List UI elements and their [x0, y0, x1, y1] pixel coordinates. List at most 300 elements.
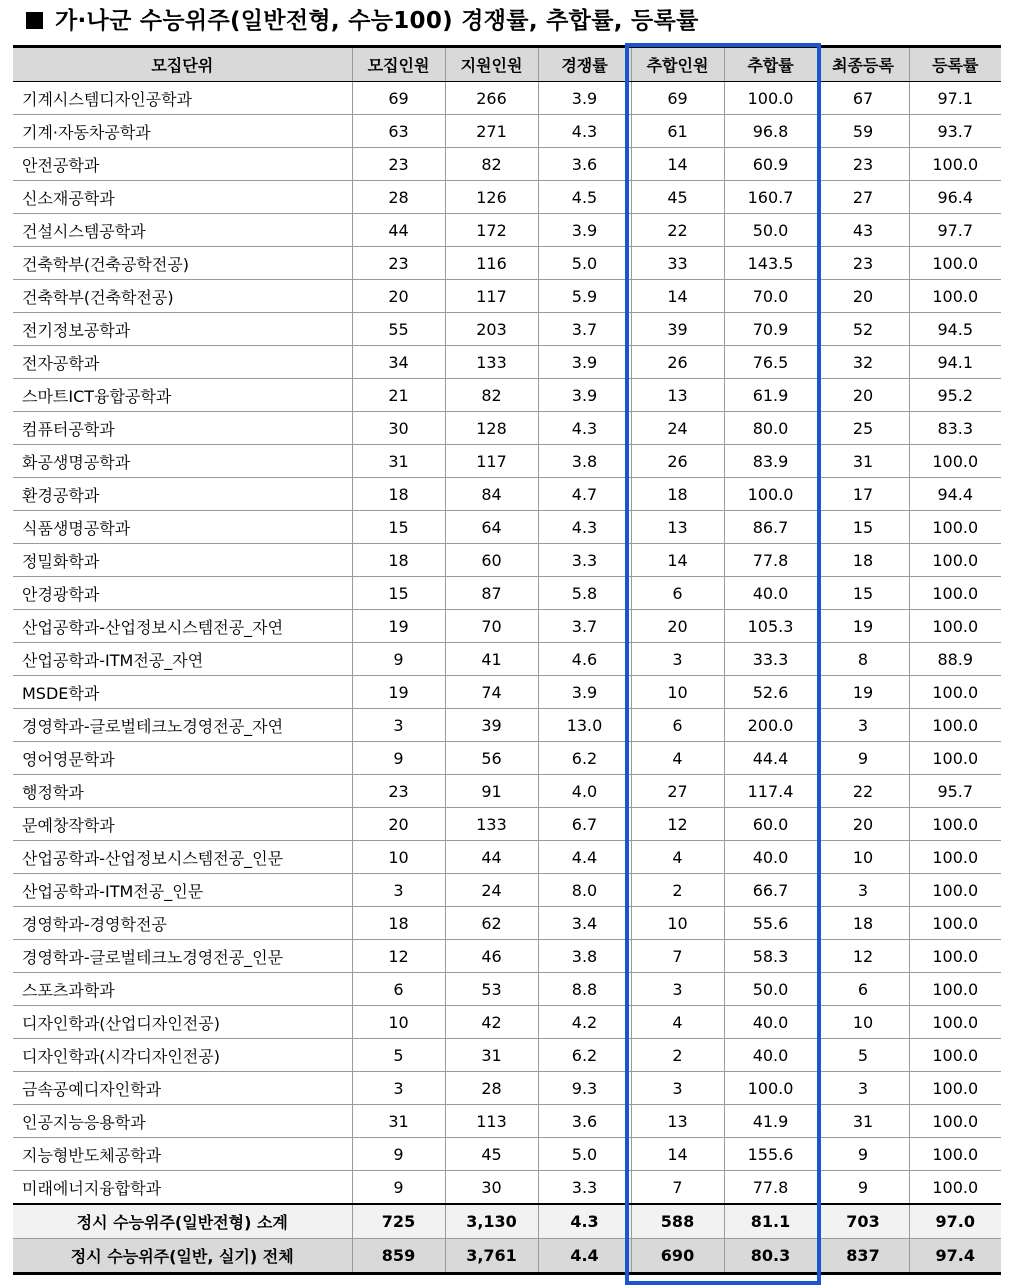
table-row [13, 577, 1001, 610]
table-row [13, 1171, 1001, 1205]
enrollment-rate: 100.0 [909, 808, 1001, 841]
quota: 15 [352, 511, 445, 544]
enrollment-rate: 100.0 [909, 1105, 1001, 1138]
competition-rate: 4.3 [538, 412, 631, 445]
additional-rate: 40.0 [724, 841, 817, 874]
additional-admits: 13 [631, 511, 724, 544]
table-row [13, 676, 1001, 709]
additional-admits: 10 [631, 907, 724, 940]
applicants: 82 [445, 148, 538, 181]
competition-rate: 4.7 [538, 478, 631, 511]
applicants: 62 [445, 907, 538, 940]
table-row [13, 841, 1001, 874]
enrollment-rate: 100.0 [909, 841, 1001, 874]
enrollment-rate: 100.0 [909, 610, 1001, 643]
table-row [13, 82, 1001, 115]
enrollment-rate: 100.0 [909, 1006, 1001, 1039]
additional-admits: 18 [631, 478, 724, 511]
additional-admits: 588 [631, 1204, 724, 1239]
enrollment-rate: 100.0 [909, 973, 1001, 1006]
quota: 21 [352, 379, 445, 412]
table-row [13, 775, 1001, 808]
final-enrolled: 15 [817, 577, 909, 610]
final-enrolled: 5 [817, 1039, 909, 1072]
applicants: 64 [445, 511, 538, 544]
additional-rate: 100.0 [724, 1072, 817, 1105]
additional-admits: 2 [631, 1039, 724, 1072]
enrollment-rate: 100.0 [909, 709, 1001, 742]
competition-rate: 13.0 [538, 709, 631, 742]
additional-admits: 14 [631, 280, 724, 313]
additional-rate: 160.7 [724, 181, 817, 214]
applicants: 45 [445, 1138, 538, 1171]
unit-name: 지능형반도체공학과 [13, 1138, 352, 1171]
additional-rate: 58.3 [724, 940, 817, 973]
quota: 31 [352, 1105, 445, 1138]
quota: 3 [352, 874, 445, 907]
competition-rate: 3.9 [538, 346, 631, 379]
quota: 34 [352, 346, 445, 379]
final-enrolled: 6 [817, 973, 909, 1006]
unit-name: 안경광학과 [13, 577, 352, 610]
additional-rate: 70.9 [724, 313, 817, 346]
additional-admits: 14 [631, 544, 724, 577]
final-enrolled: 31 [817, 1105, 909, 1138]
competition-rate: 4.5 [538, 181, 631, 214]
competition-rate: 4.4 [538, 1239, 631, 1274]
quota: 23 [352, 148, 445, 181]
unit-name: 경영학과-글로벌테크노경영전공_인문 [13, 940, 352, 973]
table-row [13, 181, 1001, 214]
unit-name: 산업공학과-산업정보시스템전공_인문 [13, 841, 352, 874]
applicants: 74 [445, 676, 538, 709]
table-row [13, 445, 1001, 478]
table-row [13, 742, 1001, 775]
final-enrolled: 12 [817, 940, 909, 973]
additional-admits: 33 [631, 247, 724, 280]
competition-rate: 3.6 [538, 1105, 631, 1138]
enrollment-rate: 96.4 [909, 181, 1001, 214]
additional-rate: 41.9 [724, 1105, 817, 1138]
applicants: 53 [445, 973, 538, 1006]
enrollment-rate: 100.0 [909, 247, 1001, 280]
unit-name: 스포츠과학과 [13, 973, 352, 1006]
additional-admits: 14 [631, 148, 724, 181]
final-enrolled: 27 [817, 181, 909, 214]
additional-rate: 50.0 [724, 973, 817, 1006]
subtotal-row [13, 1204, 1001, 1239]
final-enrolled: 3 [817, 874, 909, 907]
additional-admits: 7 [631, 1171, 724, 1205]
competition-rate: 4.2 [538, 1006, 631, 1039]
enrollment-rate: 100.0 [909, 148, 1001, 181]
table-row [13, 907, 1001, 940]
quota: 5 [352, 1039, 445, 1072]
unit-name: 경영학과-경영학전공 [13, 907, 352, 940]
quota: 23 [352, 775, 445, 808]
enrollment-rate: 100.0 [909, 544, 1001, 577]
additional-rate: 96.8 [724, 115, 817, 148]
admissions-table [13, 45, 1001, 1275]
additional-admits: 39 [631, 313, 724, 346]
competition-rate: 3.4 [538, 907, 631, 940]
additional-rate: 81.1 [724, 1204, 817, 1239]
table-row [13, 148, 1001, 181]
additional-rate: 117.4 [724, 775, 817, 808]
quota: 18 [352, 544, 445, 577]
applicants: 117 [445, 445, 538, 478]
unit-name: 건축학부(건축학전공) [13, 280, 352, 313]
unit-name: 환경공학과 [13, 478, 352, 511]
enrollment-rate: 100.0 [909, 280, 1001, 313]
quota: 69 [352, 82, 445, 115]
table-row [13, 1072, 1001, 1105]
enrollment-rate: 97.4 [909, 1239, 1001, 1274]
unit-name: 행정학과 [13, 775, 352, 808]
final-enrolled: 703 [817, 1204, 909, 1239]
final-enrolled: 32 [817, 346, 909, 379]
quota: 63 [352, 115, 445, 148]
final-enrolled: 23 [817, 148, 909, 181]
final-enrolled: 52 [817, 313, 909, 346]
quota: 9 [352, 742, 445, 775]
competition-rate: 3.6 [538, 148, 631, 181]
applicants: 41 [445, 643, 538, 676]
quota: 12 [352, 940, 445, 973]
additional-admits: 6 [631, 709, 724, 742]
additional-rate: 50.0 [724, 214, 817, 247]
col-header-applicants: 지원인원 [445, 47, 538, 82]
competition-rate: 4.3 [538, 115, 631, 148]
table-row [13, 709, 1001, 742]
col-header-additional-admits: 추합인원 [631, 47, 724, 82]
table-row [13, 412, 1001, 445]
additional-rate: 60.0 [724, 808, 817, 841]
applicants: 3,130 [445, 1204, 538, 1239]
final-enrolled: 25 [817, 412, 909, 445]
enrollment-rate: 94.5 [909, 313, 1001, 346]
applicants: 84 [445, 478, 538, 511]
quota: 9 [352, 643, 445, 676]
col-header-final-enrolled: 최종등록 [817, 47, 909, 82]
enrollment-rate: 100.0 [909, 1039, 1001, 1072]
competition-rate: 3.3 [538, 1171, 631, 1205]
header-row [13, 47, 1001, 82]
competition-rate: 3.9 [538, 379, 631, 412]
applicants: 60 [445, 544, 538, 577]
quota: 28 [352, 181, 445, 214]
table-row [13, 478, 1001, 511]
competition-rate: 6.2 [538, 742, 631, 775]
applicants: 70 [445, 610, 538, 643]
quota: 18 [352, 478, 445, 511]
enrollment-rate: 100.0 [909, 1171, 1001, 1205]
competition-rate: 5.0 [538, 1138, 631, 1171]
table-row [13, 643, 1001, 676]
final-enrolled: 9 [817, 1171, 909, 1205]
enrollment-rate: 100.0 [909, 445, 1001, 478]
additional-admits: 3 [631, 643, 724, 676]
unit-name: 미래에너지융합학과 [13, 1171, 352, 1205]
competition-rate: 5.0 [538, 247, 631, 280]
additional-rate: 100.0 [724, 478, 817, 511]
additional-admits: 7 [631, 940, 724, 973]
additional-admits: 22 [631, 214, 724, 247]
unit-name: 건축학부(건축공학전공) [13, 247, 352, 280]
competition-rate: 3.9 [538, 214, 631, 247]
final-enrolled: 59 [817, 115, 909, 148]
quota: 55 [352, 313, 445, 346]
unit-name: 기계·자동차공학과 [13, 115, 352, 148]
competition-rate: 4.3 [538, 1204, 631, 1239]
unit-name: 스마트ICT융합공학과 [13, 379, 352, 412]
final-enrolled: 20 [817, 379, 909, 412]
applicants: 39 [445, 709, 538, 742]
applicants: 82 [445, 379, 538, 412]
competition-rate: 5.8 [538, 577, 631, 610]
additional-rate: 155.6 [724, 1138, 817, 1171]
unit-name: 디자인학과(시각디자인전공) [13, 1039, 352, 1072]
final-enrolled: 10 [817, 841, 909, 874]
additional-rate: 40.0 [724, 1006, 817, 1039]
enrollment-rate: 94.1 [909, 346, 1001, 379]
additional-rate: 55.6 [724, 907, 817, 940]
unit-name: 건설시스템공학과 [13, 214, 352, 247]
unit-name: 전자공학과 [13, 346, 352, 379]
final-enrolled: 3 [817, 1072, 909, 1105]
competition-rate: 3.9 [538, 676, 631, 709]
quota: 9 [352, 1171, 445, 1205]
additional-admits: 4 [631, 742, 724, 775]
enrollment-rate: 94.4 [909, 478, 1001, 511]
enrollment-rate: 100.0 [909, 676, 1001, 709]
unit-name: 경영학과-글로벌테크노경영전공_자연 [13, 709, 352, 742]
applicants: 128 [445, 412, 538, 445]
applicants: 30 [445, 1171, 538, 1205]
title-text: 가·나군 수능위주(일반전형, 수능100) 경쟁률, 추합률, 등록률 [55, 8, 699, 34]
additional-admits: 24 [631, 412, 724, 445]
total-row [13, 1239, 1001, 1274]
table-row [13, 1006, 1001, 1039]
final-enrolled: 15 [817, 511, 909, 544]
table-row [13, 115, 1001, 148]
competition-rate: 8.0 [538, 874, 631, 907]
quota: 19 [352, 676, 445, 709]
quota: 30 [352, 412, 445, 445]
competition-rate: 4.3 [538, 511, 631, 544]
unit-name: 영어영문학과 [13, 742, 352, 775]
quota: 3 [352, 1072, 445, 1105]
additional-rate: 200.0 [724, 709, 817, 742]
enrollment-rate: 100.0 [909, 1138, 1001, 1171]
competition-rate: 3.8 [538, 940, 631, 973]
quota: 18 [352, 907, 445, 940]
competition-rate: 4.6 [538, 643, 631, 676]
unit-name: 안전공학과 [13, 148, 352, 181]
competition-rate: 3.9 [538, 82, 631, 115]
quota: 3 [352, 709, 445, 742]
final-enrolled: 22 [817, 775, 909, 808]
applicants: 203 [445, 313, 538, 346]
applicants: 266 [445, 82, 538, 115]
table-row [13, 214, 1001, 247]
additional-rate: 77.8 [724, 1171, 817, 1205]
final-enrolled: 19 [817, 610, 909, 643]
applicants: 271 [445, 115, 538, 148]
table-row [13, 313, 1001, 346]
col-header-additional-rate: 추합률 [724, 47, 817, 82]
applicants: 56 [445, 742, 538, 775]
final-enrolled: 10 [817, 1006, 909, 1039]
enrollment-rate: 100.0 [909, 907, 1001, 940]
unit-name: 컴퓨터공학과 [13, 412, 352, 445]
unit-name: MSDE학과 [13, 676, 352, 709]
competition-rate: 3.7 [538, 610, 631, 643]
col-header-competition-rate: 경쟁률 [538, 47, 631, 82]
enrollment-rate: 95.2 [909, 379, 1001, 412]
applicants: 24 [445, 874, 538, 907]
applicants: 126 [445, 181, 538, 214]
competition-rate: 3.8 [538, 445, 631, 478]
competition-rate: 9.3 [538, 1072, 631, 1105]
enrollment-rate: 100.0 [909, 742, 1001, 775]
enrollment-rate: 93.7 [909, 115, 1001, 148]
additional-rate: 80.0 [724, 412, 817, 445]
final-enrolled: 3 [817, 709, 909, 742]
table-row [13, 1105, 1001, 1138]
additional-rate: 86.7 [724, 511, 817, 544]
additional-admits: 26 [631, 445, 724, 478]
applicants: 46 [445, 940, 538, 973]
quota: 15 [352, 577, 445, 610]
quota: 20 [352, 280, 445, 313]
additional-rate: 40.0 [724, 1039, 817, 1072]
additional-rate: 33.3 [724, 643, 817, 676]
square-bullet-icon [26, 12, 43, 29]
applicants: 133 [445, 808, 538, 841]
additional-rate: 76.5 [724, 346, 817, 379]
col-header-unit: 모집단위 [13, 47, 352, 82]
applicants: 113 [445, 1105, 538, 1138]
additional-admits: 12 [631, 808, 724, 841]
applicants: 87 [445, 577, 538, 610]
enrollment-rate: 88.9 [909, 643, 1001, 676]
unit-name: 식품생명공학과 [13, 511, 352, 544]
additional-rate: 105.3 [724, 610, 817, 643]
additional-admits: 10 [631, 676, 724, 709]
table-row [13, 940, 1001, 973]
competition-rate: 4.4 [538, 841, 631, 874]
additional-admits: 26 [631, 346, 724, 379]
additional-rate: 80.3 [724, 1239, 817, 1274]
additional-admits: 4 [631, 841, 724, 874]
table-row [13, 511, 1001, 544]
additional-rate: 83.9 [724, 445, 817, 478]
applicants: 117 [445, 280, 538, 313]
additional-rate: 44.4 [724, 742, 817, 775]
final-enrolled: 837 [817, 1239, 909, 1274]
additional-admits: 6 [631, 577, 724, 610]
final-enrolled: 9 [817, 742, 909, 775]
quota: 23 [352, 247, 445, 280]
applicants: 3,761 [445, 1239, 538, 1274]
final-enrolled: 18 [817, 907, 909, 940]
enrollment-rate: 83.3 [909, 412, 1001, 445]
unit-name: 정시 수능위주(일반, 실기) 전체 [13, 1239, 352, 1274]
final-enrolled: 23 [817, 247, 909, 280]
additional-rate: 77.8 [724, 544, 817, 577]
unit-name: 디자인학과(산업디자인전공) [13, 1006, 352, 1039]
table-row [13, 610, 1001, 643]
table-row [13, 808, 1001, 841]
final-enrolled: 67 [817, 82, 909, 115]
final-enrolled: 17 [817, 478, 909, 511]
additional-admits: 13 [631, 379, 724, 412]
competition-rate: 4.0 [538, 775, 631, 808]
enrollment-rate: 97.7 [909, 214, 1001, 247]
competition-rate: 8.8 [538, 973, 631, 1006]
additional-rate: 52.6 [724, 676, 817, 709]
final-enrolled: 43 [817, 214, 909, 247]
enrollment-rate: 100.0 [909, 577, 1001, 610]
additional-admits: 2 [631, 874, 724, 907]
additional-admits: 3 [631, 973, 724, 1006]
additional-rate: 61.9 [724, 379, 817, 412]
col-header-quota: 모집인원 [352, 47, 445, 82]
additional-admits: 20 [631, 610, 724, 643]
col-header-enrollment-rate: 등록률 [909, 47, 1001, 82]
table-row [13, 247, 1001, 280]
unit-name: 산업공학과-ITM전공_자연 [13, 643, 352, 676]
applicants: 116 [445, 247, 538, 280]
table-row [13, 280, 1001, 313]
enrollment-rate: 100.0 [909, 874, 1001, 907]
quota: 44 [352, 214, 445, 247]
additional-rate: 70.0 [724, 280, 817, 313]
applicants: 91 [445, 775, 538, 808]
unit-name: 화공생명공학과 [13, 445, 352, 478]
unit-name: 기계시스템디자인공학과 [13, 82, 352, 115]
unit-name: 인공지능응용학과 [13, 1105, 352, 1138]
additional-rate: 100.0 [724, 82, 817, 115]
additional-admits: 3 [631, 1072, 724, 1105]
table-row [13, 973, 1001, 1006]
enrollment-rate: 100.0 [909, 511, 1001, 544]
table-row [13, 874, 1001, 907]
applicants: 133 [445, 346, 538, 379]
applicants: 31 [445, 1039, 538, 1072]
table-row [13, 346, 1001, 379]
additional-admits: 61 [631, 115, 724, 148]
unit-name: 신소재공학과 [13, 181, 352, 214]
additional-admits: 45 [631, 181, 724, 214]
unit-name: 금속공예디자인학과 [13, 1072, 352, 1105]
additional-admits: 27 [631, 775, 724, 808]
table-row [13, 544, 1001, 577]
enrollment-rate: 97.1 [909, 82, 1001, 115]
final-enrolled: 9 [817, 1138, 909, 1171]
enrollment-rate: 95.7 [909, 775, 1001, 808]
competition-rate: 6.2 [538, 1039, 631, 1072]
quota: 725 [352, 1204, 445, 1239]
competition-rate: 6.7 [538, 808, 631, 841]
unit-name: 산업공학과-ITM전공_인문 [13, 874, 352, 907]
final-enrolled: 20 [817, 808, 909, 841]
competition-rate: 3.3 [538, 544, 631, 577]
applicants: 172 [445, 214, 538, 247]
table-row [13, 379, 1001, 412]
quota: 6 [352, 973, 445, 1006]
